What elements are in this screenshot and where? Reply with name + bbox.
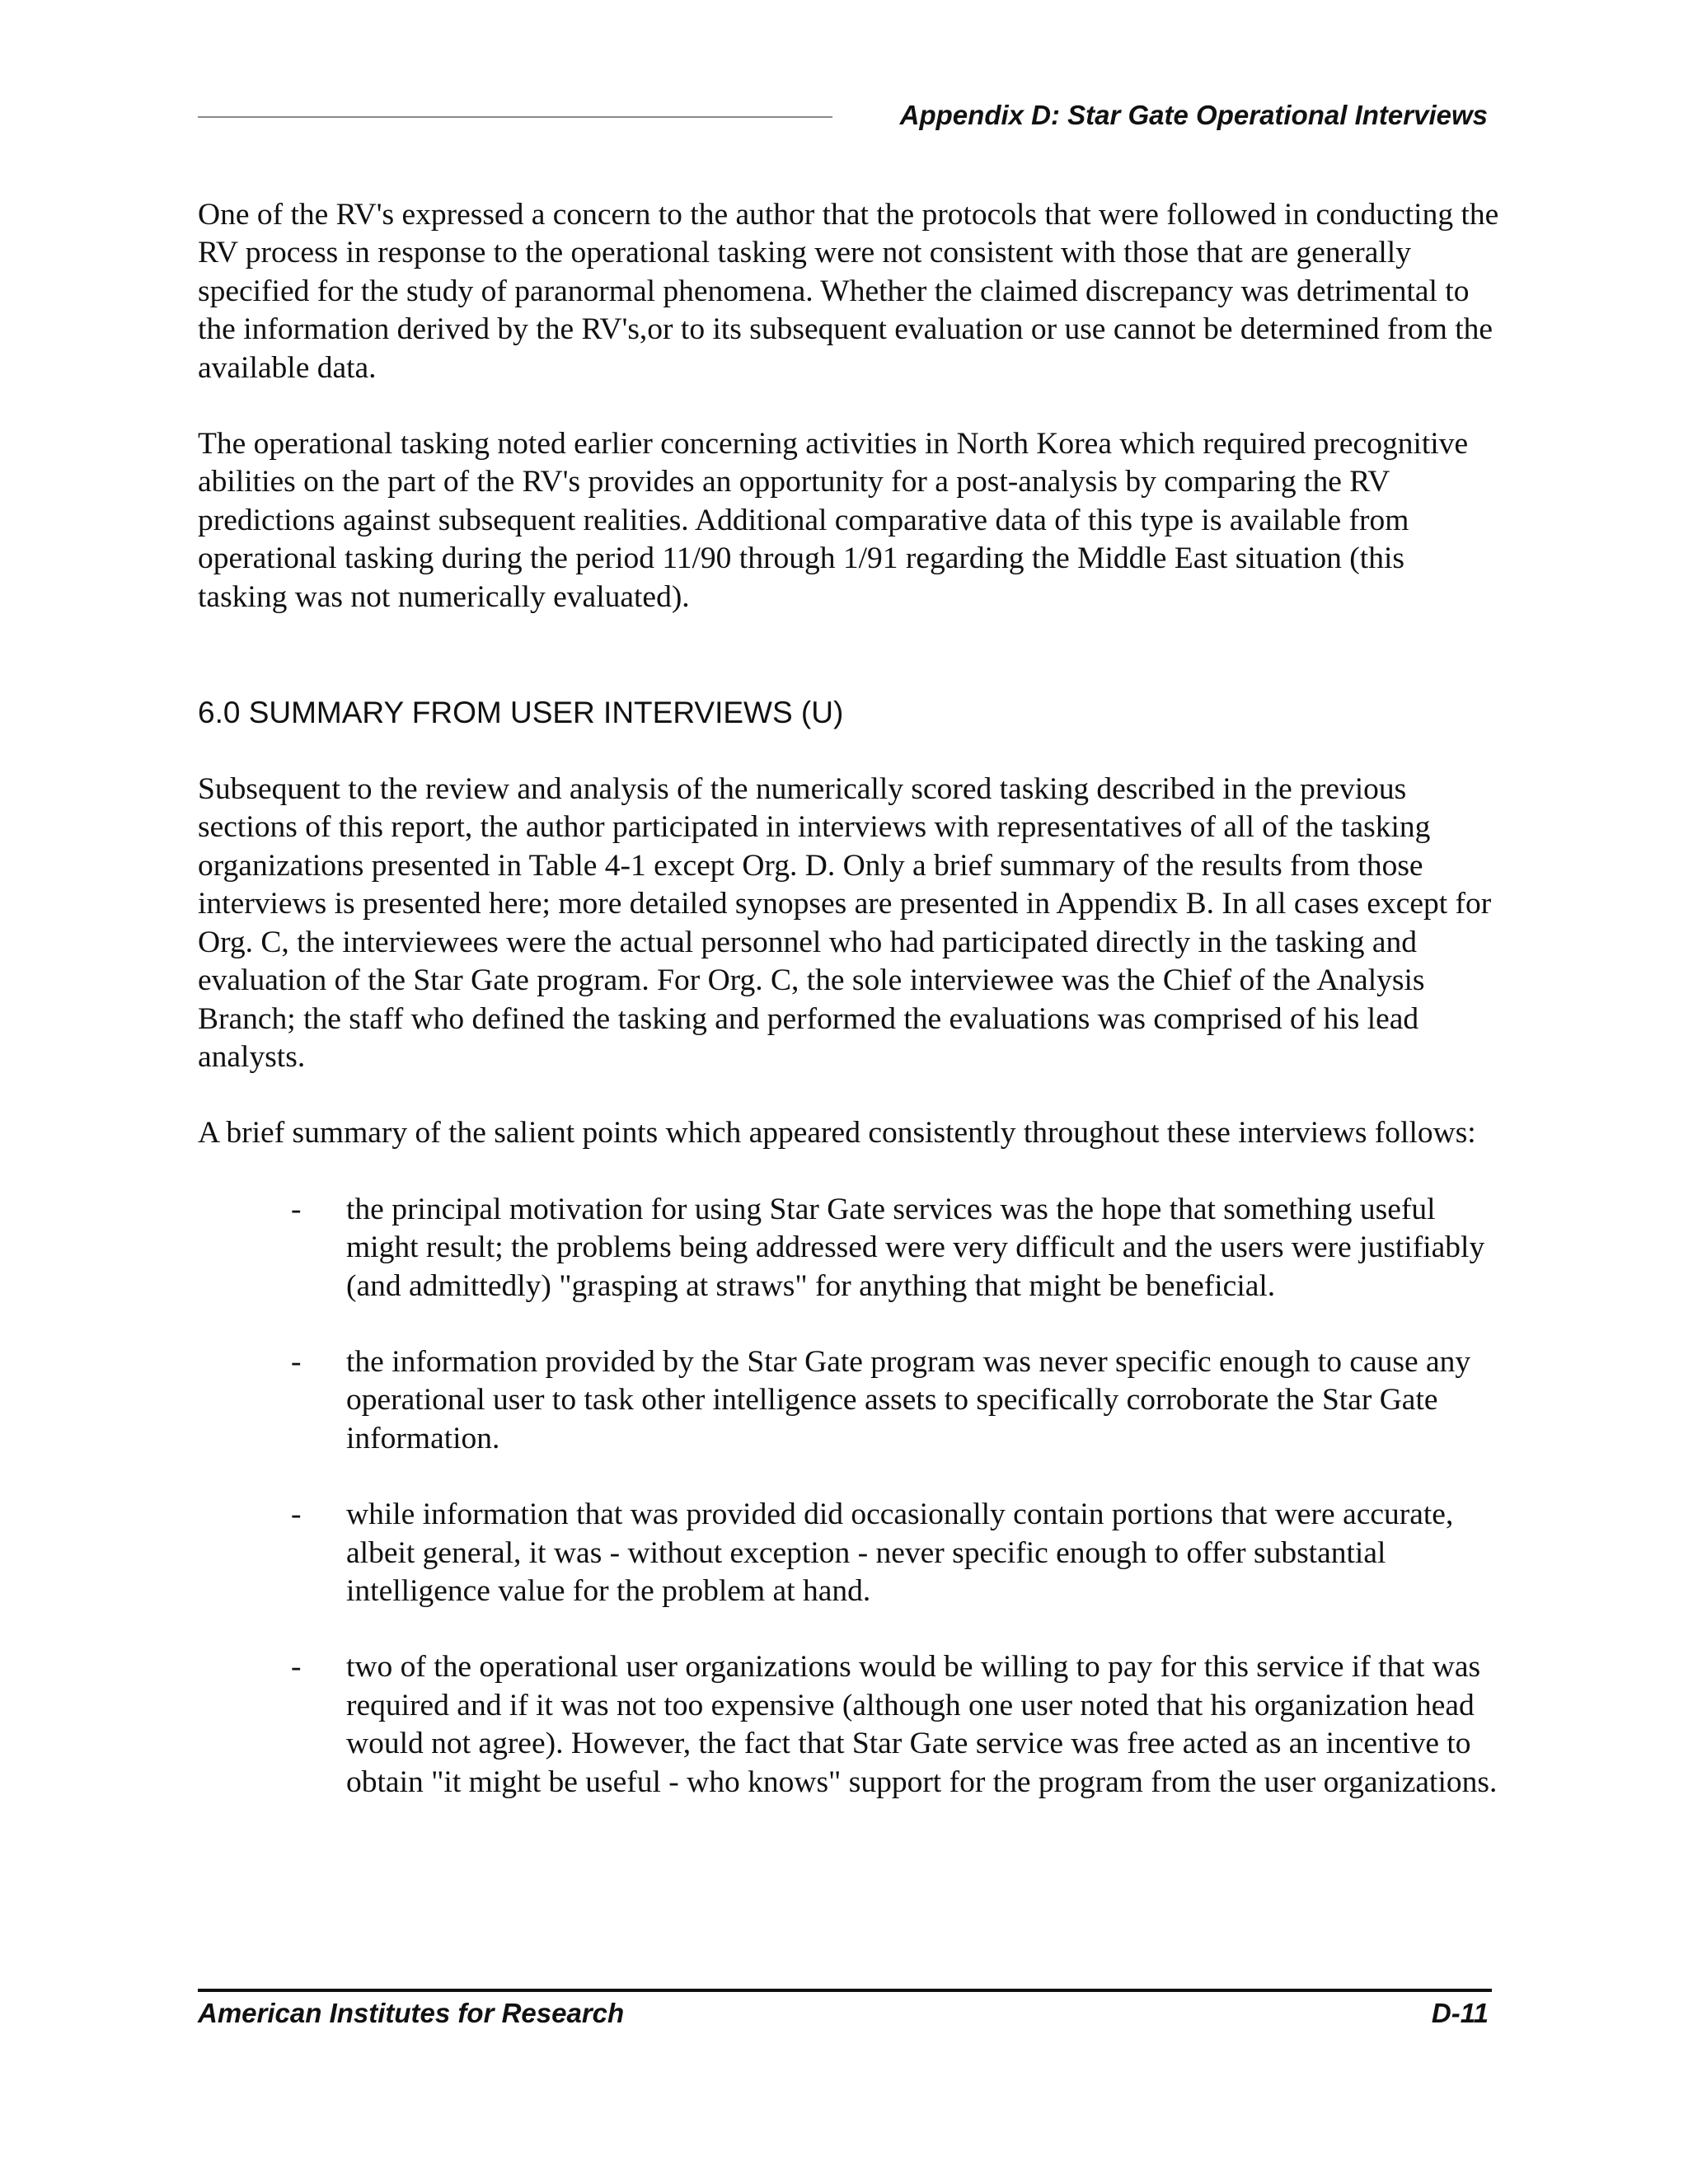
list-item-text: while information that was provided did occasionally contain portions that were accurate, albeit general, it was - without exception - never specific enough to offer substantial intelligence value for the problem at hand. xyxy=(346,1497,1454,1608)
running-header-title: Appendix D: Star Gate Operational Interviews xyxy=(899,100,1488,130)
bullet-dash: - xyxy=(291,1344,302,1379)
body-paragraph: The operational tasking noted earlier concerning activities in North Korea which required precognitive abilities on the part of the RV's provides an opportunity for a post-analysis by comparing the RV predictions against subsequent realities. Additional comparative data of this type is available from operational tasking during the period 11/90 through 1/91 regarding the Middle East situation (this tasking was not numerically evaluated). xyxy=(198,427,1469,614)
list-item xyxy=(198,1191,1500,1305)
list-item-text: the information provided by the Star Gate program was never specific enough to cause any operational user to task other intelligence assets to specifically corroborate the Star Gate information. xyxy=(346,1344,1471,1455)
summary-points-list xyxy=(198,1191,1500,1802)
section-heading: 6.0 SUMMARY FROM USER INTERVIEWS (U) xyxy=(198,696,844,730)
body-paragraph: Subsequent to the review and analysis of the numerically scored tasking described in the previous sections of this report, the author participated in interviews with representatives of all of the tasking organizations presented in Table 4-1 except Org. D. Only a brief summary of the results from those interviews is presented here; more detailed synopses are presented in Appendix B. In all cases except for Org. C, the interviewees were the actual personnel who had participated directly in the tasking and evaluation of the Star Gate program. For Org. C, the sole interviewee was the Chief of the Analysis Branch; the staff who defined the tasking and performed the evaluations was comprised of his lead analysts. xyxy=(198,772,1492,1074)
list-item-text: two of the operational user organizations would be willing to pay for this service if that was required and if it was not too expensive (although one user noted that his organization head would not agree). However, the fact that Star Gate service was free acted as an incentive to obtain "it might be useful - who knows" support for the program from the user organizations. xyxy=(346,1650,1498,1799)
bullet-dash: - xyxy=(291,1192,302,1226)
page-body xyxy=(198,196,1500,1840)
header-rule xyxy=(198,116,832,118)
list-item xyxy=(198,1496,1500,1610)
list-item xyxy=(198,1648,1500,1802)
list-item-text: the principal motivation for using Star Gate services was the hope that something useful might result; the problems being addressed were very difficult and the users were justifiably (and admittedly) "grasping at straws" for anything that might be beneficial. xyxy=(346,1192,1485,1303)
bullet-dash: - xyxy=(291,1497,302,1532)
bullet-dash: - xyxy=(291,1650,302,1685)
footer-organization: American Institutes for Research xyxy=(198,1998,625,2028)
body-paragraph: One of the RV's expressed a concern to the author that the protocols that were followed in conducting the RV process in response to the operational tasking were not consistent with those that are generally specified for the study of paranormal phenomena. Whether the claimed discrepancy was detrimental to the information derived by the RV's,or to its subsequent evaluation or use cannot be determined from the available data. xyxy=(198,198,1499,385)
list-item xyxy=(198,1343,1500,1458)
footer-page-number: D-11 xyxy=(1431,1998,1489,2028)
body-paragraph: A brief summary of the salient points which appeared consistently throughout these interviews follows: xyxy=(198,1116,1476,1151)
footer-rule xyxy=(198,1989,1492,1992)
